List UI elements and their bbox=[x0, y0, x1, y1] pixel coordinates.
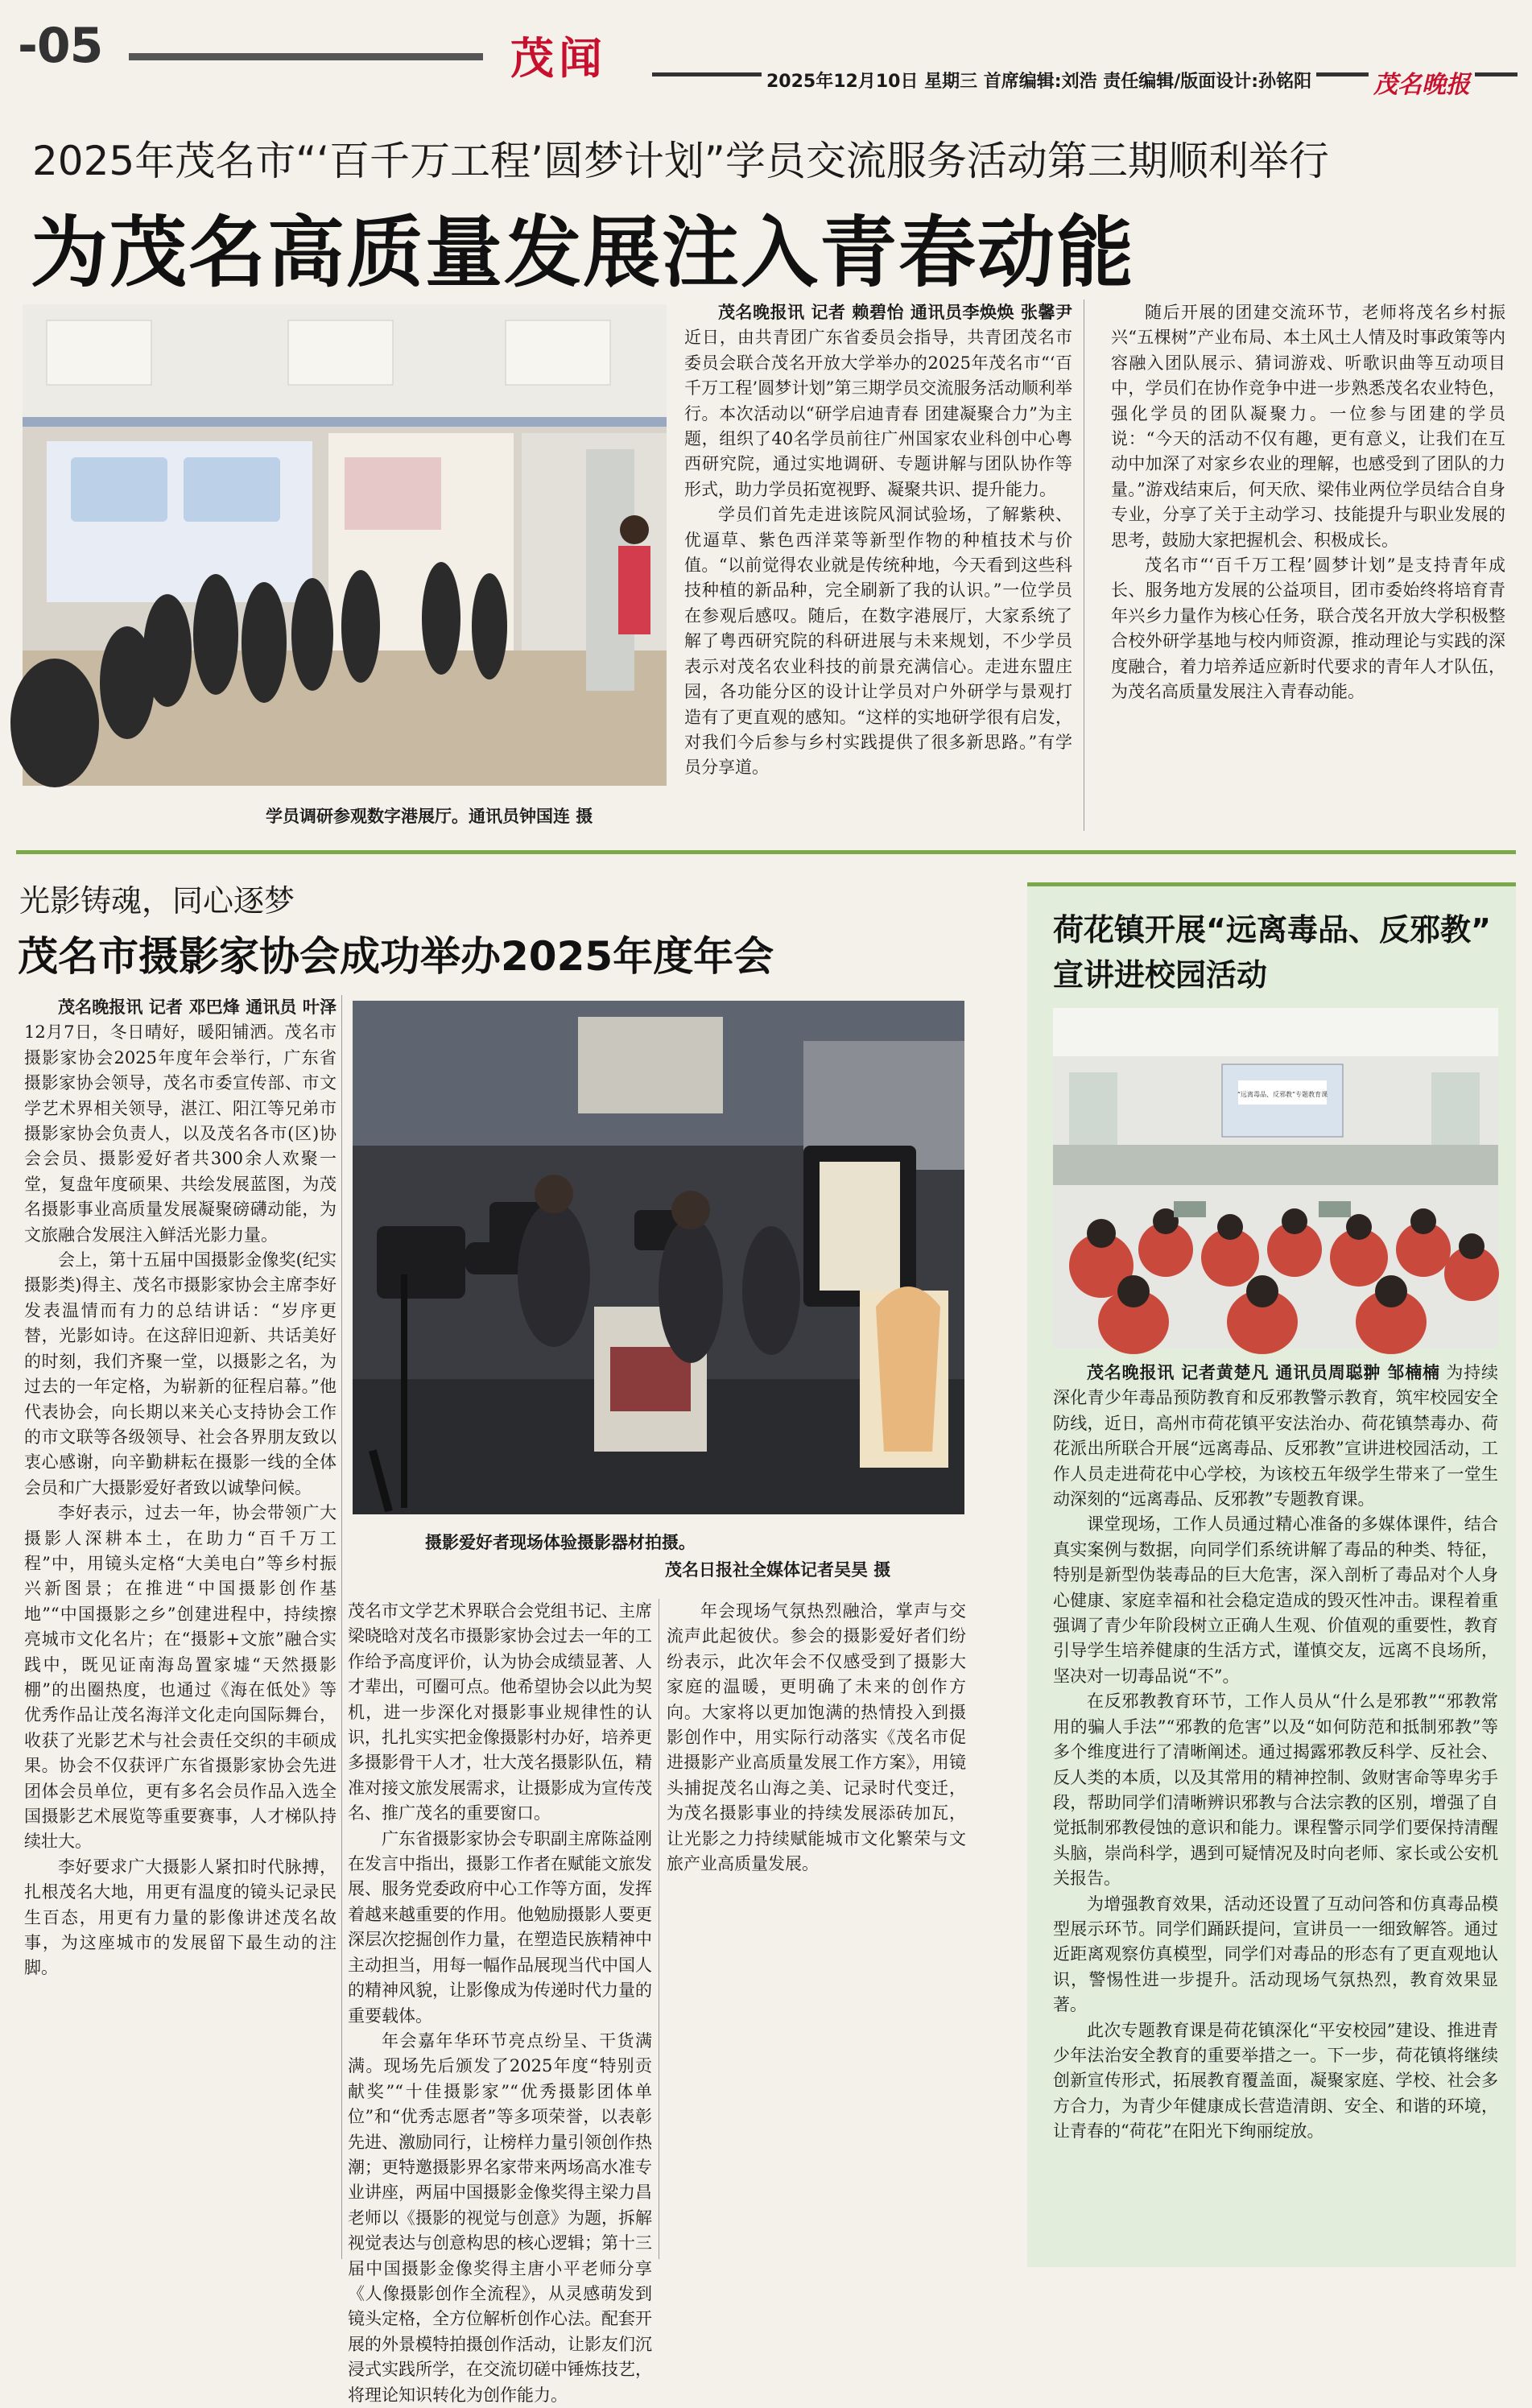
article3-lead-paragraph bbox=[1053, 1361, 1498, 1512]
exhibition-hall-image bbox=[23, 304, 667, 786]
article2-paragraph-8: 年会现场气氛热烈融洽，掌声与交流声此起彼伏。参会的摄影爱好者们纷纷表示，此次年会不仅感受到了摄影大家庭的温暖，更明确了未来的创作方向。大家将以更加饱满的热情投入到摄影创作中，用实际行动落实《茂名市促进摄影产业高质量发展工作方案》，用镜头捕捉茂名山海之美、记录时代变迁，为茂名摄影事业的持续发展添砖加瓦，让光影之力持续赋能城市文化繁荣与文旅产业高质量发展。 bbox=[667, 1601, 966, 1874]
article2-headline: 茂名市摄影家协会成功举办2025年度年会 bbox=[18, 933, 774, 980]
projector-screen-text: “远离毒品、反邪教”专题教育课 bbox=[1237, 1091, 1328, 1098]
camera-event-image bbox=[353, 1001, 964, 1514]
article2-photo bbox=[353, 1001, 964, 1514]
article1-kicker: 2025年茂名市“‘百千万工程’圆梦计划”学员交流服务活动第三期顺利举行 bbox=[32, 138, 1329, 184]
article1-paragraph-1: 近日，由共青团广东省委员会指导，共青团茂名市委员会联合茂名开放大学举办的2025年茂名市“‘百千万工程’圆梦计划”第三期学员交流服务活动顺利举行。本次活动以“研学启迪青春 团建凝聚合力”为主题，组织了40名学员前往广州国家农业科创中心粤西研究院，通过实地调研、专题讲解与团队协作等形式，助力学员拓宽视野、凝聚共识、提升能力。 bbox=[684, 328, 1072, 499]
article2-paragraph-6: 广东省摄影家协会专职副主席陈益刚在发言中指出，摄影工作者在赋能文旅发展、服务党委政府中心工作等方面，发挥着越来越重要的作用。他勉励摄影人要更深层次挖掘创作力量，在塑造民族精神中主动担当，用每一幅作品展现当代中国人的精神风貌，让影像成为传递时代力量的重要载体。 bbox=[348, 1828, 652, 2026]
article1-column-2 bbox=[684, 300, 1072, 804]
section-name: 茂闻 bbox=[510, 33, 607, 84]
article3-headline-line-1: 荷花镇开展“远离毒品、反邪教” bbox=[1053, 912, 1491, 948]
header-rule-left bbox=[129, 53, 483, 60]
article3-headline-line-2: 宣讲进校园活动 bbox=[1053, 957, 1268, 993]
article3-paragraph-3: 在反邪教教育环节，工作人员从“什么是邪教”“邪教常用的骗人手法”“邪教的危害”以及“如何防范和抵制邪教”等多个维度进行了清晰阐述。通过揭露邪教反科学、反社会、反人类的本质，以及其常用的精神控制、敛财害命等卑劣手段，帮助同学们清晰辨识邪教与合法宗教的区别，增强了自觉抵制邪教侵蚀的意识和能力。课程警示同学们要保持清醒头脑，崇尚科学，遇到可疑情况及时向老师、家长或公安机关报告。 bbox=[1053, 1691, 1498, 1889]
masthead-logo: 茂名晚报 bbox=[1369, 64, 1475, 100]
article2-kicker: 光影铸魂，同心逐梦 bbox=[19, 883, 295, 919]
header-info: 2025年12月10日 星期三 首席编辑:刘浩 责任编辑/版面设计:孙铭阳 bbox=[762, 68, 1316, 93]
article3-byline: 茂名晚报讯 记者黄楚凡 通讯员周聪翀 邹楠楠 bbox=[1087, 1363, 1440, 1382]
article2-paragraph-4: 李好要求广大摄影人紧扣时代脉搏，扎根茂名大地，用更有温度的镜头记录民生百态，用更有力量的影像讲述茂名故事，为这座城市的发展留下最生动的注脚。 bbox=[24, 1857, 337, 1978]
article2-paragraph-7: 年会嘉年华环节亮点纷呈、干货满满。现场先后颁发了2025年度“特别贡献奖”“十佳摄影家”“优秀摄影团体单位”和“优秀志愿者”等多项荣誉，以表彰先进、激励同行，让榜样力量引领创作热潮；更特邀摄影界名家带来两场高水准专业讲座，两届中国摄影金像奖得主梁力昌老师以《摄影的视觉与创意》为题，拆解视觉表达与创意构思的核心逻辑；第十三届中国摄影金像奖得主唐小平老师分享《人像摄影创作全流程》，从灵感萌发到镜头定格，全方位解析创作心法。配套开展的外景模特拍摄创作活动，让影友们沉浸式实践所学，在交流切磋中锤炼技艺，将理论知识转化为创作能力。 bbox=[348, 2030, 652, 2405]
article2-paragraph-1: 12月7日，冬日晴好，暖阳铺洒。茂名市摄影家协会2025年度年会举行，广东省摄影家协会领导，茂名市委宣传部、市文学艺术界相关领导，湛江、阳江等兄弟市摄影家协会负责人，以及茂名各市(区)协会会员、摄影爱好者共300余人欢聚一堂，复盘年度硕果、共绘发展蓝图，为茂名摄影事业高质量发展凝聚磅礴动能，为文旅融合发展注入鲜活光影力量。 bbox=[24, 1022, 337, 1245]
green-section-rule bbox=[16, 850, 1516, 854]
article2-lead-paragraph bbox=[24, 995, 337, 1248]
article1-paragraph-3: 随后开展的团建交流环节，老师将茂名乡村振兴“五棵树”产业布局、本土风土人情及时事政策等内容融入团队展示、猜词游戏、听歌识曲等互动项目中，学员们在协作竞争中进一步熟悉茂名农业特色，强化学员的团队凝聚力。一位参与团建的学员说：“今天的活动不仅有趣，更有意义，让我们在互动中加深了对家乡农业的理解，也感受到了团队的力量。”游戏结束后，何天欣、梁伟业两位学员结合自身专业，分享了关于主动学习、技能提升与职业发展的思考，鼓励大家把握机会、积极成长。 bbox=[1111, 303, 1505, 550]
article2-photo-caption-1: 摄影爱好者现场体验摄影器材拍摄。 bbox=[425, 1533, 696, 1552]
article2-paragraph-3: 李好表示，过去一年，协会带领广大摄影人深耕本土，在助力“百千万工程”中，用镜头定格“大美电白”等乡村振兴新图景；在推进“中国摄影创作基地”“中国摄影之乡”创建进程中，持续擦亮城市文化名片；在“摄影+文旅”融合实践中，既见证南海岛置家墟“天然摄影棚”的出圈热度，也通过《海在低处》等优秀作品让茂名海洋文化走向国际舞台，收获了光影艺术与社会责任交织的丰硕成果。协会不仅获评广东省摄影家协会先进团体会员单位，更有多名会员作品入选全国摄影艺术展览等重要赛事，人才梯队持续壮大。 bbox=[24, 1503, 337, 1852]
article3-paragraph-5: 此次专题教育课是荷花镇深化“平安校园”建设、推进青少年法治安全教育的重要举措之一。下一步，荷花镇将继续创新宣传形式，拓展教育覆盖面，凝聚家庭、学校、社会多方合力，为青少年健康成长营造清朗、安全、和谐的环境，让青春的“荷花”在阳光下绚丽绽放。 bbox=[1053, 2020, 1498, 2142]
article3-photo bbox=[1053, 1008, 1498, 1348]
article1-lead-paragraph bbox=[684, 300, 1072, 502]
article2-paragraph-2: 会上，第十五届中国摄影金像奖(纪实摄影类)得主、茂名市摄影家协会主席李好发表温情而有力的总结讲话：“岁序更替，光影如诗。在这辞旧迎新、共话美好的时刻，我们齐聚一堂，以摄影之名，为过去的一年定格，为崭新的征程启幕。”他代表协会，向长期以来关心支持协会工作的市文联等各级领导、社会各界朋友致以衷心感谢，向辛勤耕耘在摄影一线的全体会员和广大摄影爱好者致以诚挚问候。 bbox=[24, 1250, 337, 1497]
article1-byline: 茂名晚报讯 记者 赖碧怡 通讯员李焕焕 张馨尹 bbox=[718, 303, 1072, 322]
article3-paragraph-2: 课堂现场，工作人员通过精心准备的多媒体课件，结合真实案例与数据，向同学们系统讲解了毒品的种类、特征，特别是新型伪装毒品的巨大危害，深入剖析了毒品对个人身心健康、家庭幸福和社会稳定造成的毁灭性冲击。课程着重强调了青少年阶段树立正确人生观、价值观的重要性，教育引导学生培养健康的生活方式，谨慎交友，远离不良场所，坚决对一切毒品说“不”。 bbox=[1053, 1514, 1498, 1686]
article2-column-1 bbox=[24, 995, 337, 1981]
article3-paragraph-4: 为增强教育效果，活动还设置了互动问答和仿真毒品模型展示环节。同学们踊跃提问，宣讲员一一细致解答。通过近距离观察仿真模型，同学们对毒品的形态有了更直观地认识，警惕性进一步提升。活动现场气氛热烈，教育效果显著。 bbox=[1053, 1894, 1498, 2015]
classroom-image bbox=[1053, 1008, 1498, 1348]
article1-headline: 为茂名高质量发展注入青春动能 bbox=[31, 208, 1135, 298]
article1-photo bbox=[23, 304, 667, 786]
article3-body bbox=[1053, 1361, 1498, 2145]
article2-column-divider-1 bbox=[341, 995, 342, 2259]
article1-paragraph-4: 茂名市“‘百千万工程’圆梦计划”是支持青年成长、服务地方发展的公益项目，团市委始终将培育青年兴乡力量作为核心任务，联合茂名开放大学积极整合校外研学基地与校内师资源，推动理论与实践的深度融合，着力培养适应新时代要求的青年人才队伍，为茂名高质量发展注入青春动能。 bbox=[1111, 556, 1505, 702]
article3-paragraph-1: 为持续深化青少年毒品预防教育和反邪教警示教育，筑牢校园安全防线，近日，高州市荷花镇平安法治办、荷花镇禁毒办、荷花派出所联合开展“远离毒品、反邪教”宣讲进校园活动，工作人员走进荷花中心学校，为该校五年级学生带来了一堂生动深刻的“远离毒品、反邪教”专题教育课。 bbox=[1053, 1363, 1499, 1510]
article1-paragraph-2: 学员们首先走进该院风洞试验场，了解紫秧、优逼草、紫色西洋菜等新型作物的种植技术与价值。“以前觉得农业就是传统种地，今天看到这些科技种植的新品种，完全刷新了我的认识。”一位学员在参观后感叹。随后，在数字港展厅，大家系统了解了粤西研究院的科研进展与未来规划，不少学员表示对茂名农业科技的前景充满信心。走进东盟庄园，各功能分区的设计让学员对户外研学与景观打造有了更直观的感知。“这样的实地研学很有启发，对我们今后参与乡村实践提供了很多新思路。”有学员分享道。 bbox=[684, 505, 1072, 778]
article2-byline: 茂名晚报讯 记者 邓巴烽 通讯员 叶泽 bbox=[58, 997, 337, 1017]
article2-paragraph-5: 茂名市文学艺术界联合会党组书记、主席梁晓晗对茂名市摄影家协会过去一年的工作给予高度评价，认为协会成绩显著、人才辈出，可圈可点。他希望协会以此为契机，进一步深化对摄影事业规律性的认识，扎扎实实把金像摄影村办好，培养更多摄影骨干人才，壮大茂名摄影队伍，精准对接文旅发展需求，让摄影成为宣传茂名、推广茂名的重要窗口。 bbox=[348, 1601, 652, 1824]
article2-photo-caption-2: 茂名日报社全媒体记者吴昊 摄 bbox=[665, 1560, 891, 1580]
article2-column-3 bbox=[667, 1599, 966, 1877]
article2-column-2 bbox=[348, 1599, 652, 2405]
article1-photo-caption: 学员调研参观数字港展厅。通讯员钟国连 摄 bbox=[266, 807, 593, 826]
article1-column-3 bbox=[1111, 300, 1505, 705]
page-number: -05 bbox=[18, 18, 103, 74]
